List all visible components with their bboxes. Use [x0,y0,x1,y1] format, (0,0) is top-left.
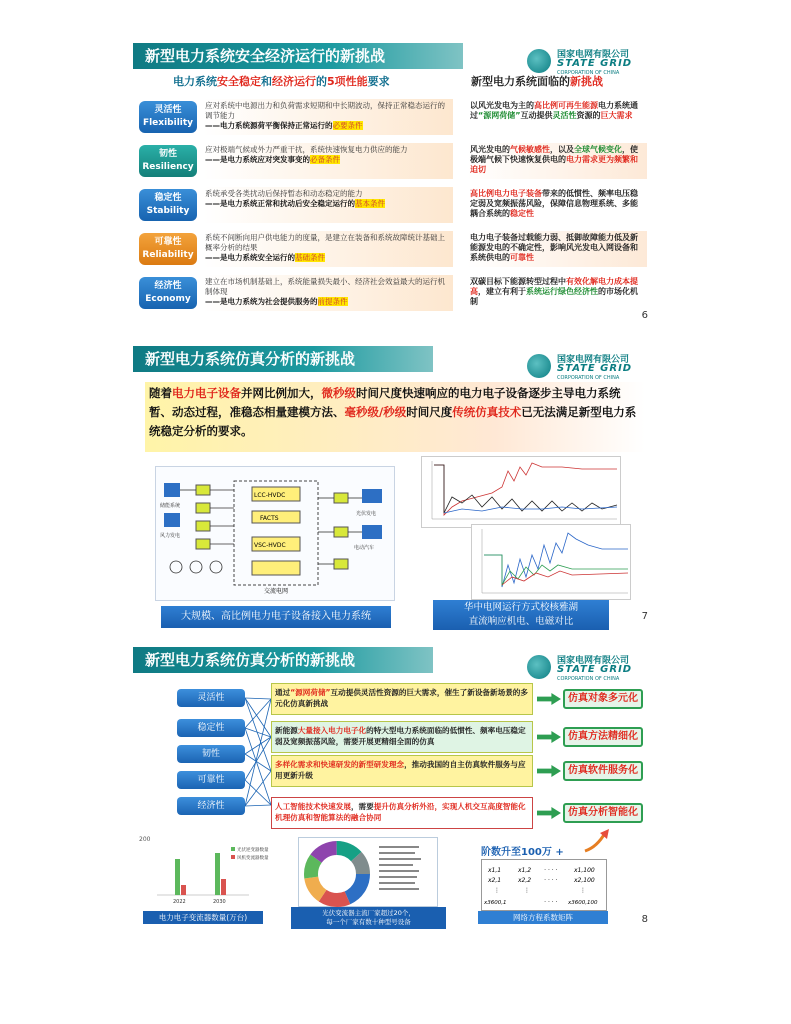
svg-text:⋮: ⋮ [524,887,530,894]
coefficient-matrix [481,859,607,911]
svg-text:· · · ·: · · · · [544,899,558,906]
slide-6 [133,37,658,327]
challenge-flexibility: 以风光发电为主的高比例可再生能源电力系统通过“源网荷储”互动提供灵活性资源的巨大需求 [467,99,647,135]
power-system-diagram [155,466,395,601]
diag-label-storage: 储能系统 [160,503,181,509]
logo-sub: CORPORATION OF CHINA [557,375,620,381]
converter-bar-chart [139,833,269,913]
page-number: 6 [641,310,648,321]
order-heading: 阶数升至100万 + [481,847,564,858]
slide-title: 新型电力系统仿真分析的新挑战 [133,647,433,673]
pill-resiliency: 韧性 Resiliency [139,145,197,177]
pill-flexibility: 灵活性 Flexibility [139,101,197,133]
desc-resiliency: 应对极端气候或外力严重干扰，系统快速恢复电力供应的能力 ——是电力系统应对突发事变的必备条件 [203,143,453,179]
middle-box-3: 多样化需求和快速研发的新型研发理念，推动我国的自主仿真软件服务与应用更新升级 [271,755,533,787]
diag-label-wind: 风力发电 [160,533,181,539]
legend-pv: 光伏逆变器数量 [237,848,269,853]
row-reliability [133,231,658,267]
bar-chart-caption: 电力电子变流器数量(万台) [143,911,263,924]
logo-en: STATE GRID [557,58,633,69]
row-economy [133,275,658,311]
svg-text:x1,100: x1,100 [574,867,595,874]
left-item-stability: 稳定性 [177,719,245,737]
diag-label-lcc: LCC-HVDC [254,492,286,499]
desc-economy: 建立在市场机制基础上，系统能量损失最小、经济社会效益最大的运行机制体现 ——是电力系统为社会提供服务的前提条件 [203,275,453,311]
svg-text:x3600,1: x3600,1 [484,900,507,906]
globe-icon [527,354,551,378]
page-number: 7 [641,611,648,622]
left-heading: 电力系统安全稳定和经济运行的5项性能要求 [173,75,390,88]
row-resiliency [133,143,658,179]
row-flexibility [133,99,658,135]
globe-icon [527,49,551,73]
middle-box-4: 人工智能技术快速发展，需要提升仿真分析外沿，实现人机交互高度智能化机理仿真和智能算法的融合协同 [271,797,533,829]
svg-text:⋮: ⋮ [494,887,500,894]
middle-box-2: 新能源大量接入电力电子化的特大型电力系统面临的低惯性、频率电压稳定弱及宽频振荡风险，需要开展更精细全面的仿真 [271,721,533,753]
caption-right: 华中电网运行方式校核雅湖 直流响应机电、电磁对比 [433,600,609,630]
result-diversified: 仿真对象多元化 [563,689,643,709]
svg-text:⋮: ⋮ [580,887,586,894]
bar-wind-2022 [181,885,186,895]
challenge-stability: 高比例电力电子装备带来的低惯性、频率电压稳定弱及宽频振荡风险，保障信息物理系统、多能耦合系统的稳定性 [467,187,647,223]
caption-left: 大规模、高比例电力电子设备接入电力系统 [161,606,391,628]
logo-en: STATE GRID [557,664,633,675]
svg-text:x2,1: x2,1 [488,877,502,884]
logo-cn: 国家电网有限公司 [557,50,630,60]
logo-cn: 国家电网有限公司 [557,656,630,666]
ytick-200: 200 [139,836,151,843]
middle-box-1: 通过“源网荷储”互动提供灵活性资源的巨大需求，催生了新设备新场景的多元化仿真新挑战 [271,683,533,715]
diag-label-facts: FACTS [260,515,279,522]
challenge-resiliency: 风光发电的气候敏感性，以及全球气候变化，使极端气候下快速恢复供电的电力需求更为频繁和迫切 [467,143,647,179]
year-2030: 2030 [213,899,226,905]
svg-text:x1,2: x1,2 [518,867,532,874]
svg-text:x3600,100: x3600,100 [568,900,598,906]
result-intelligent: 仿真分析智能化 [563,803,643,823]
page-number: 8 [641,914,648,925]
challenge-reliability: 电力电子装备过载能力弱、抵御故障能力低及新能源发电的不确定性，影响风光发电入网设备和系统供电的可靠性 [467,231,647,267]
donut-caption: 光伏变流器主流厂家超过20个， 每一个厂家有数十种型号设备 [291,907,446,929]
logo-sub: CORPORATION OF CHINA [557,70,620,76]
bar-pv-2030 [215,853,220,895]
left-item-resiliency: 韧性 [177,745,245,763]
slide-7 [133,338,658,634]
result-service: 仿真软件服务化 [563,761,643,781]
diag-label-ac: 交流电网 [264,588,289,595]
row-stability [133,187,658,223]
vendor-donut-chart [298,837,438,907]
diag-label-ev: 电动汽车 [354,545,375,551]
svg-text:x2,100: x2,100 [574,877,595,884]
diag-label-vsc: VSC-HVDC [254,542,286,549]
logo-en: STATE GRID [557,363,633,374]
intro-paragraph: 随着电力电子设备并网比例加大，微秒级时间尺度快速响应的电力电子设备逐步主导电力系统暂、动态过程，准稳态相量建模方法、毫秒级/秒级时间尺度传统仿真技术已无法满足新型电力系统稳定分析的要求。 [145,382,645,452]
year-2022: 2022 [173,899,186,905]
waveform-plot-2 [471,524,631,600]
slide-title: 新型电力系统仿真分析的新挑战 [133,346,433,372]
pill-reliability: 可靠性 Reliability [139,233,197,265]
state-grid-logo [527,350,652,384]
pill-stability: 稳定性 Stability [139,189,197,221]
bar-wind-2030 [221,879,226,895]
left-item-flexibility: 灵活性 [177,689,245,707]
right-heading: 新型电力系统面临的新挑战 [471,75,603,88]
slide-8 [133,641,658,931]
matrix-caption: 网络方程系数矩阵 [478,911,608,924]
bar-pv-2022 [175,859,180,895]
pill-economy: 经济性 Economy [139,277,197,309]
slide-title: 新型电力系统安全经济运行的新挑战 [133,43,463,69]
waveform-plot-1 [421,456,621,528]
result-refined: 仿真方法精细化 [563,727,643,747]
diag-label-pv: 光伏发电 [356,511,377,517]
legend-wind: 风机变流器数量 [237,856,269,861]
desc-reliability: 系统不间断向用户供电能力的度量，是建立在装备和系统故障统计基础上概率分析的结果 ——是电力系统安全运行的基础条件 [203,231,453,267]
left-item-economy: 经济性 [177,797,245,815]
svg-text:x1,1: x1,1 [488,867,502,874]
desc-stability: 系统承受各类扰动后保持暂态和动态稳定的能力 ——是电力系统正常和扰动后安全稳定运行的基本条件 [203,187,453,223]
challenge-economy: 双碳目标下能源转型过程中有效化解电力成本提高，建立有利于系统运行绿色经济性的市场化机制 [467,275,647,311]
svg-text:· · · ·: · · · · [544,867,558,874]
trend-up-arrow-icon [583,827,613,853]
logo-cn: 国家电网有限公司 [557,355,630,365]
logo-sub: CORPORATION OF CHINA [557,676,620,682]
svg-text:x2,2: x2,2 [518,877,532,884]
svg-text:· · · ·: · · · · [544,877,558,884]
desc-flexibility: 应对系统中电源出力和负荷需求短期和中长期波动，保持正常稳态运行的调节能力 ——电力系统源荷平衡保持正常运行的必要条件 [203,99,453,135]
left-item-reliability: 可靠性 [177,771,245,789]
